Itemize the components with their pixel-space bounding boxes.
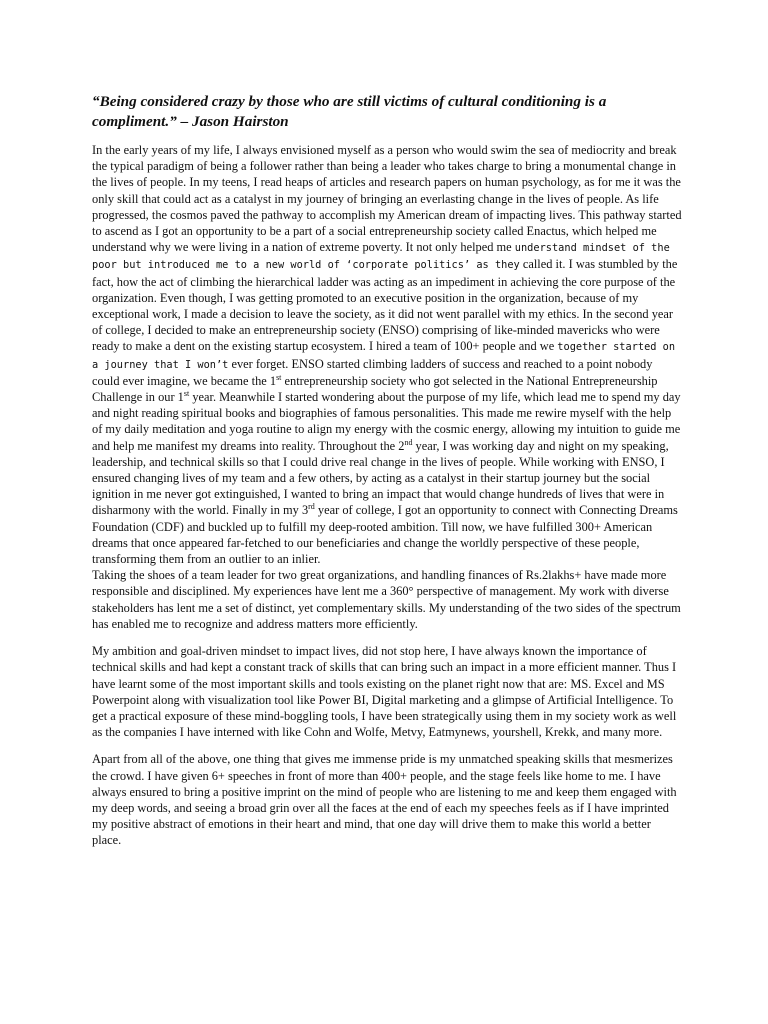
ordinal-superscript: st: [276, 372, 282, 382]
handwriting-style-text: together started on a journey that I won’t: [92, 341, 676, 371]
paragraph-speaking-skills: Apart from all of the above, one thing that gives me immense pride is my unmatched speaking skills that mesmerizes the crowd. I have given 6+ speeches in front of more than 400+ people, and the stage feels like home to me. I have always ensured to bring a positive imprint on the mind of people who are listening to me and keep them engaged with my deep words, and seeing a broad grin over all the faces at the end of each my speeches feels as if I have imprinted my positive abstract of emotions in their heart and mind, that one day will drive them to make this world a better place.: [92, 752, 677, 848]
opening-quote: “Being considered crazy by those who are still victims of cultural conditioning is a compliment.” – Jason Hairston: [92, 93, 607, 130]
paragraph-technical-skills: My ambition and goal-driven mindset to impact lives, did not stop here, I have always known the importance of technical skills and had kept a constant track of skills that can bring such an impact in a more efficient manner. Thus I have learnt some of the most important skills and tools existing on the planet right now that are: MS. Excel and MS Powerpoint along with visualization tool like Power BI, Digital marketing and a glimpse of Artificial Intelligence. To get a practical exposure of these mind-boggling tools, I have been strategically using them in my society work as well as the companies I have interned with like Cohn and Wolfe, Metvy, Eatmynews, yourshell, Krekk, and many more.: [92, 644, 677, 740]
document-page: [92, 92, 682, 849]
ordinal-superscript: nd: [404, 437, 413, 447]
ordinal-superscript: st: [183, 388, 190, 398]
handwriting-style-text: understand mindset of the poor but introduced me to a new world of ‘corporate politics’ as they: [92, 242, 670, 272]
ordinal-superscript: rd: [308, 502, 315, 512]
paragraph-journey: In the early years of my life, I always envisioned myself as a person who would swim the sea of mediocrity and break the typical paradigm of being a follower rather than being a leader who takes charge to bring a monumental change in the lives of people. In my teens, I read heaps of articles and research papers on human psychology, as for me it was the only skill that could act as a catalyst in my journey of bringing an everlasting change in the lives of people. As life progressed, the cosmos paved the pathway to accomplish my American dream of impacting lives. This pathway started to ascend as I got an opportunity to be a part of a social entrepreneurship society called Enactus, which helped me understand why we were living in a nation of extreme poverty. It not only helped me understand mindset of the poor but introduced me to a new world of ‘corporate politics’ as they called it. I was stumbled by the fact, how the act of climbing the hierarchical ladder was acting as an impediment in achieving the core purpose of the organization. Even though, I was getting promoted to an executive position in the organization, because of my exceptional work, I made a decision to leave the society, as it did not went parallel with my ethics. In the second year of college, I decided to make an entrepreneurship society (ENSO) comprising of like-minded mavericks who were ready to make a dent on the existing startup ecosystem. I hired a team of 100+ people and we together started on a journey that I won’t ever forget. ENSO started climbing ladders of success and reached to a point nobody could ever imagine, we became the 1st entrepreneurship society who got selected in the National Entrepreneurship Challenge in our 1st year. Meanwhile I started wondering about the purpose of my life, which lead me to spend my day and night reading spiritual books and biographies of famous personalities. This made me rewire myself with the help of my daily meditation and yoga routine to align my energy with the cosmic energy, allowing my intuition to guide me and help me manifest my dreams into reality. Throughout the 2nd year, I was working day and night on my speaking, leadership, and technical skills so that I could drive real change in the lives of people. While working with ENSO, I ensured changing lives of my team and a few others, by acting as a catalyst in their startup journey but the social ignition in me never got extinguished, I wanted to bring an impact that would change hundreds of lives that were in disharmony with the world. Finally in my 3rd year of college, I got an opportunity to connect with Connecting Dreams Foundation (CDF) and buckled up to fulfill my deep-rooted ambition. Till now, we have fulfilled 300+ American dreams that once appeared far-fetched to our beneficiaries and change the worldly perspective of these people, transforming them from an outlier to an inlier.: [92, 143, 682, 567]
paragraph-leadership: Taking the shoes of a team leader for two great organizations, and handling finances of Rs.2lakhs+ have made more responsible and disciplined. My experiences have lent me a 360° perspective of management. My work with diverse stakeholders has lent me a set of distinct, yet complementary skills. My understanding of the two sides of the spectrum has enabled me to recognize and address matters more efficiently.: [92, 568, 681, 631]
